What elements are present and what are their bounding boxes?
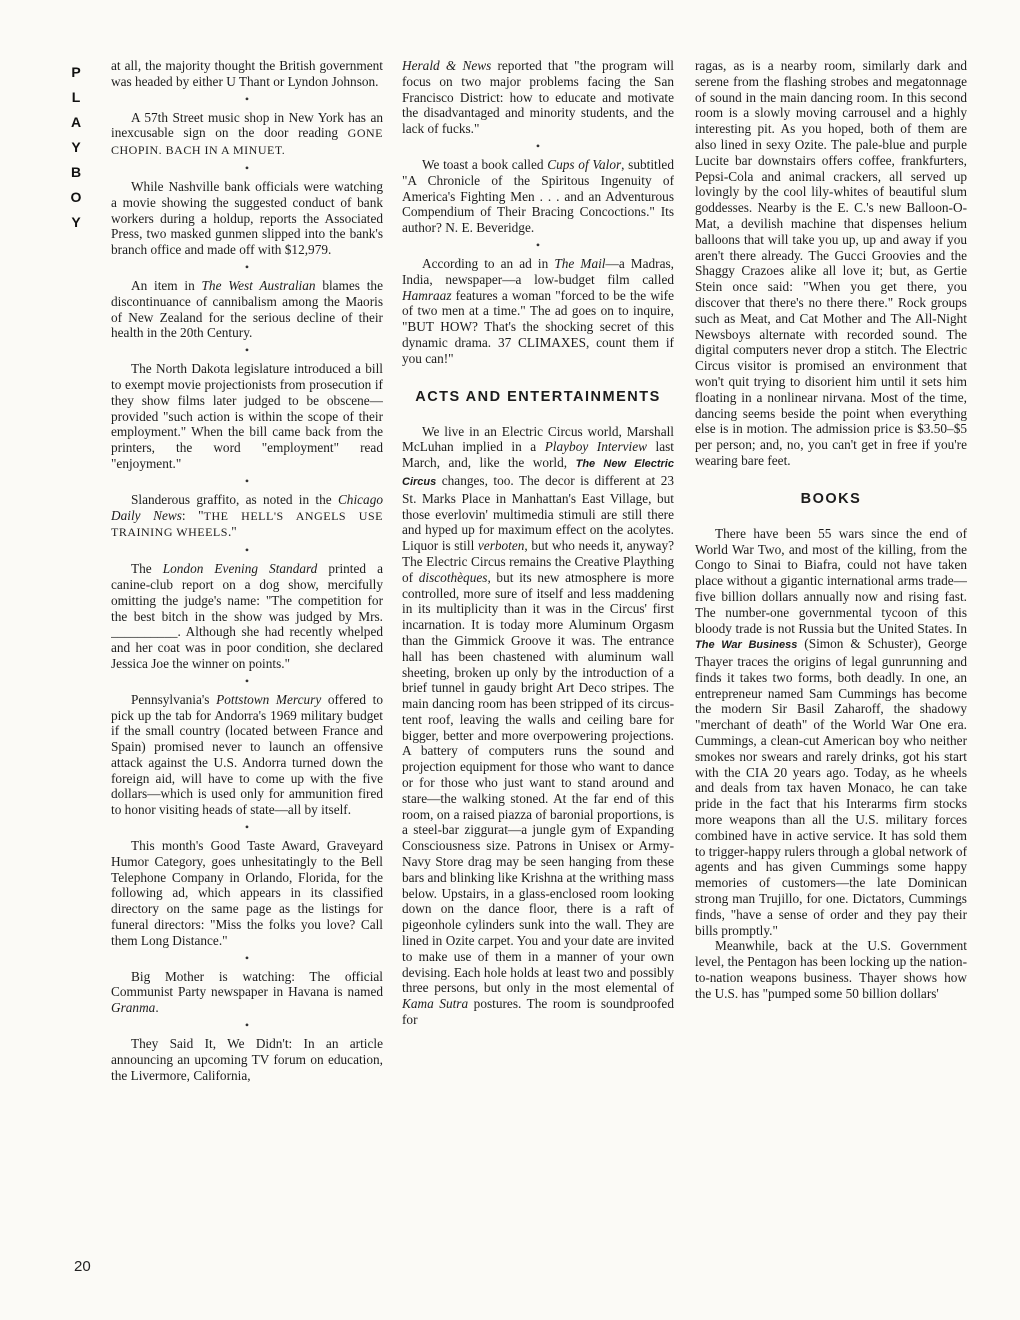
- text-run: ragas, as is a nearby room, similarly dark and serene from the flashing strobes and megatonnage of sound in the main dancing room. In this second room is a slowly moving carrousel and a highly interesting pit. As you hoped, both of them are also lined in sexy Ozite. The pale-blue and purple Lucite bar downstairs offers coffee, frankfurters, Pepsi-Cola and animal crackers, all served up lovingly by the cool lily-whites of beautiful slum goddesses. Nearby is the E. C.'s new Balloon-O-Mat, a devilish machine that dispenses helium balloons that will take you up, up and away if you aren't there already. The Gucci Groovies and the Shaggy Crazoes alike all love it; but, as Gertie Stein once said: "When you get there, you discover that there's no there there." Rock groups such as Meat, and Cat Mother and The All-Night Newsboys alternate with recorded sound. The digital computers never drop a stitch. The Electric Circus visitor is promised an environment that won't quit trying to disorient him until it sets him floating in a nonlinear nirvana. Most of the time, dancing seems beside the point when everything else is in motion. The admission price is $3.50–$5 per person; and, no, you can't get in free if you're wearing bare feet.: [695, 58, 967, 468]
- item-separator-bullet: •: [244, 950, 250, 965]
- publication-title: Hamraaz: [402, 287, 452, 303]
- article-paragraph: [695, 938, 967, 1001]
- article-paragraph: [402, 424, 674, 1028]
- publication-title: Kama Sutra: [402, 996, 469, 1012]
- section-heading: ACTS AND ENTERTAINMENTS: [415, 388, 661, 405]
- article-paragraph: [111, 110, 383, 159]
- item-separator-bullet: •: [244, 91, 250, 106]
- text-run: Big Mother is watching: The official Communist Party newspaper in Havana is named: [111, 968, 383, 1000]
- publication-title: Pottstown Mercury: [216, 691, 322, 707]
- text-run: , but its new atmosphere is more controlled, more sure of itself and less maddening in its multiplicity than it was in the Circus' first incarnation. It is today more Aluminum Orgasm than the Gimmick Groove it was. The entrance hall has been chastened with aluminum wall sheeting, broken up only by the introduction of a brief tunnel in gaudy bright Art Deco stripes. The main dancing room has been stripped of its circus-tent roof, leaving the walls and ceiling bare for bigger, better and more overpowering projections. A battery of computers runs the sound and projection equipment for those who want to dance or for those who just want to stand around and stare—the walking stoned. At the far end of this room, on a raised piazza of baronial proportions, is a steel-bar ziggurat—a jungle gym of Expanding Consciousness size. Patrons in Unisex or Army-Navy Store drag may be seen hanging from these bars and blinking like Krishna at the writhing mass below. Upstairs, in a glass-enclosed room looking down on the dance floor, there is a raft of pigeonhole cylinders sunk into the wall. They are lined in Ozite carpet. You and your date are invited to make use of them in a manner of your own devising. Each hole holds at least two and possibly three persons, but only in the most elemental of: [402, 569, 674, 996]
- item-separator-bullet: •: [535, 138, 541, 153]
- column-1: [111, 58, 383, 1290]
- text-run: Slanderous graffito, as noted in the: [131, 491, 338, 507]
- publication-title: The West Australian: [201, 277, 316, 293]
- text-run: While Nashville bank officials were watching a movie showing the suggested conduct of bank workers during a holdup, reports the Associated Press, two masked gunmen slipped into the bank's branch office and made off with $12,979.: [111, 178, 383, 258]
- text-run: —a Madras, India, newspaper—a low-budget film called: [402, 255, 674, 287]
- item-separator-bullet: •: [244, 543, 250, 558]
- text-run: They Said It, We Didn't: In an article announcing an upcoming TV forum on education, the Livermore, California,: [111, 1036, 383, 1083]
- article-paragraph: [111, 692, 383, 818]
- text-run: An item in: [131, 277, 202, 293]
- text-run: There have been 55 wars since the end of World War Two, and most of the killing, from the Congo to Sinai to Biafra, could not have taken place without a gigantic international arms trade—five billion dollars annually now and rising fast. The number-one governmental tycoon of this bloody trade is not Russia but the United States. In: [695, 525, 967, 636]
- column-2: [402, 58, 674, 1290]
- masthead-letter: A: [70, 114, 82, 130]
- text-run: offered to pick up the tab for Andorra's 1969 military budget if the small country (located between France and Spain) promised never to launch an offensive attack against the U.S. Andorra turned down the foreign aid, will have to come up with the five dollars—which is used only for ammunition fired to honor visiting heads of state—all by itself.: [111, 691, 383, 818]
- publication-title: discothèques: [418, 569, 488, 585]
- text-run: Meanwhile, back at the U.S. Government level, the Pentagon has been locking up the nation-to-nation weapons business. Thayer shows how the U.S. has "pumped some 50 billion dollars': [695, 938, 967, 1001]
- article-paragraph: [111, 1036, 383, 1083]
- text-run: printed a canine-club report on a dog show, mercifully omitting the judge's name: "The competition for the best bitch in the show was judged by Mrs. __________. Although she had recently whelped and her coat was in poor condition, she declared Jessica Joe the winner on points.": [111, 561, 383, 671]
- text-run: , but who needs it, anyway? The Electric Circus remains the Creative Plaything of: [402, 538, 674, 585]
- item-separator-bullet: •: [244, 259, 250, 274]
- masthead-letter: Y: [71, 139, 81, 155]
- masthead-letter: L: [71, 89, 81, 105]
- column-3: [695, 58, 967, 1290]
- publication-title: Chicago Daily News: [111, 491, 383, 523]
- masthead-letter: B: [70, 164, 82, 180]
- text-run: at all, the majority thought the British government was headed by either U Thant or Lyndon Johnson.: [111, 58, 383, 89]
- publication-title: The Mail: [554, 255, 606, 271]
- article-paragraph: [695, 58, 967, 469]
- publication-title: verboten: [477, 538, 525, 554]
- publication-title: Herald & News: [402, 58, 492, 73]
- article-paragraph: [111, 969, 383, 1016]
- article-paragraph: [111, 838, 383, 949]
- text-run: .: [155, 1000, 159, 1016]
- text-run: reported that "the program will focus on two major problems facing the San Francisco District: how to educate and motivate the disadvantaged and minority students, and the lack of fucks.": [402, 58, 674, 137]
- playboy-masthead-vertical: [66, 60, 86, 235]
- text-run: The North Dakota legislature introduced a bill to exempt movie projectionists from prosecution if they show films later judged to be obscene—provided "such action is within the scope of their employment." When the bill came back from the printers, the word "employment" read "enjoyment.": [111, 361, 383, 471]
- text-run: The: [131, 561, 163, 577]
- text-run: We live in an Electric Circus world, Marshall McLuhan implied in a: [402, 423, 674, 455]
- text-run: According to an ad in: [422, 255, 555, 271]
- publication-title: Playboy Interview: [544, 439, 647, 455]
- text-run: We toast a book called: [422, 156, 548, 172]
- text-run: changes, too. The decor is different at 23 St. Marks Place in Manhattan's East Village, but those everlovin' multimedia stimuli are still there and hyped up for maximum effect on the acolytes. Liquor is still: [402, 472, 674, 554]
- article-paragraph: [111, 58, 383, 90]
- text-run: A 57th Street music shop in New York has an inexcusable sign on the door reading: [111, 109, 383, 141]
- text-run: Pennsylvania's: [131, 691, 217, 707]
- article-paragraph: [111, 492, 383, 541]
- text-run: (Simon & Schuster), George Thayer traces the origins of legal gunrunning and finds it takes two forms, both deadly. In one, an entrepreneur named Sam Cummings has become the modern Sir Basil Zaharoff, the shadowy "merchant of death" of the World War One era. Cummings, a clean-cut American boy who neither smokes nor swears and rarely drinks, got his start with the CIA 20 years ago. Today, as he wheels and deals from tax haven Monaco, he can take pride in the fact that his Interarms firm stocks more weapons than all the U.S. military forces combined have in active service. It has sold them to trigger-happy rulers through a global network of agents and has given Cummings some happy memories of customers—the late Dominican strong man Trujillo, for one. Dictators, Cummings finds, "have a sense of order and they pay their bills promptly.": [695, 636, 967, 938]
- item-separator-bullet: •: [244, 673, 250, 688]
- item-separator-bullet: •: [244, 160, 250, 175]
- styled-text: GONE CHOPIN. BACH IN A MINUET.: [111, 126, 383, 158]
- publication-title: Granma: [111, 1000, 156, 1016]
- item-separator-bullet: •: [535, 237, 541, 252]
- article-paragraph: [111, 561, 383, 672]
- text-run: postures. The room is soundproofed for: [402, 996, 674, 1028]
- article-paragraph: [402, 256, 674, 367]
- article-paragraph: [402, 58, 674, 137]
- text-run: last March, and, like the world,: [402, 439, 674, 471]
- text-run: , subtitled "A Chronicle of the Spiritous Ingenuity of America's Fighting Men . . . and an Adventurous Compendium of Their Bracing Concoctions." Its author? N. E. Beveridge.: [402, 156, 674, 236]
- text-run: : ": [181, 507, 204, 523]
- text-run: .": [227, 524, 237, 540]
- styled-text: THE HELL'S ANGELS USE TRAINING WHEELS: [111, 508, 383, 540]
- publication-title: Cups of Valor: [547, 156, 622, 172]
- page-number: 20: [74, 1258, 91, 1275]
- styled-text: The War Business: [695, 639, 798, 652]
- item-separator-bullet: •: [244, 1018, 250, 1033]
- article-paragraph: [111, 179, 383, 258]
- styled-text: The New Electric Circus: [402, 458, 674, 488]
- text-run: features a woman "forced to be the wife of two men at a time." The ad goes on to inquire, "BUT HOW? That's the shocking secret of this dynamic drama. 37 CLIMAXES, count them if you can!": [402, 287, 674, 366]
- masthead-letter: O: [70, 189, 82, 205]
- masthead-letter: Y: [71, 214, 81, 230]
- item-separator-bullet: •: [244, 473, 250, 488]
- text-run: blames the discontinuance of cannibalism among the Maoris of New Zealand for the serious decline of their health in the 20th Century.: [111, 277, 383, 341]
- article-paragraph: [402, 157, 674, 236]
- article-paragraph: [111, 361, 383, 472]
- article-paragraph: [695, 526, 967, 939]
- item-separator-bullet: •: [244, 820, 250, 835]
- section-heading: BOOKS: [800, 490, 862, 507]
- item-separator-bullet: •: [244, 343, 250, 358]
- article-paragraph: [111, 278, 383, 341]
- text-run: This month's Good Taste Award, Graveyard Humor Category, goes unhesitatingly to the Bell Telephone Company in Orlando, Florida, for the following ad, which appears in its classified directory on the same page as the listings for funeral directors: "Miss the folks you love? Call them Long Distance.": [111, 838, 383, 948]
- publication-title: London Evening Standard: [162, 561, 318, 577]
- masthead-letter: P: [71, 64, 81, 80]
